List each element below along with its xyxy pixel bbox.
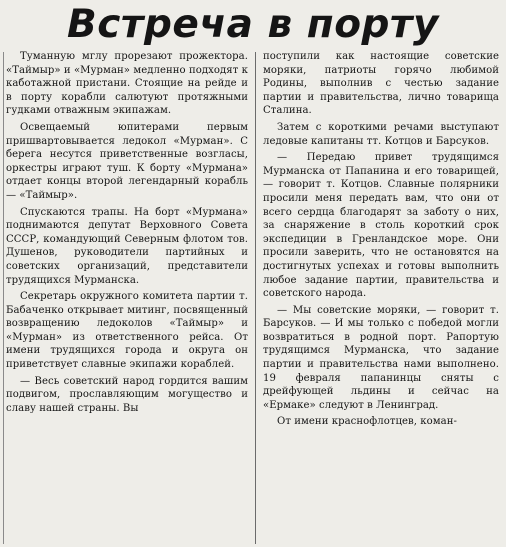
right-column — [263, 50, 499, 429]
paragraph: — Мы советские моряки, — говорит т. Барсуков. — И мы только с победой могли возвратиться в родной порт. Рапортую трудящимся Мурманска, что задание партии и правительства нами выполнено. 19 февраля папанинцы сняты с дрейфующей льдины и сейчас на «Ермаке» следуют в Ленинград. — [263, 304, 499, 411]
paragraph: Освещаемый юпитерами первым пришвартовывается ледокол «Мурман». С берега несутся приветственные возгласы, оркестры играют туш. К борту «Мурмана» отдает концы второй легендарный корабль — «Таймыр». — [6, 121, 248, 201]
paragraph: Секретарь окружного комитета партии т. Бабаченко открывает митинг, посвященный возвращению ледоколов «Таймыр» и «Мурман» из ответственного рейса. От имени трудящихся города и округа он приветствует славные экипажи кораблей. — [6, 291, 248, 371]
paragraph: — Передаю привет трудящимся Мурманска от Папанина и его товарищей, — говорит т. Котцов. Славные полярники просили меня передать вам, что они от всего сердца благодарят за заботу о них, за снаряжение в столь короткий срок экспедиции в Гренландское море. Они просили заверить, что не остановятся на достигнутых успехах и готовы выполнить любое задание партии, правительства и советского народа. — [263, 152, 499, 300]
paragraph: — Весь советский народ гордится вашим подвигом, прославляющим могущество и славу нашей страны. Вы — [6, 375, 248, 414]
paragraph: Затем с короткими речами выступают ледовые капитаны тт. Котцов и Барсуков. — [263, 121, 499, 147]
article-headline: Встреча в порту — [67, 2, 439, 47]
paragraph: Спускаются трапы. На борт «Мурмана» поднимаются депутат Верховного Совета СССР, командующий Северным флотом тов. Душенов, руководители партийных и советских организаций, представители трудящихся Мурманска. — [6, 206, 248, 286]
left-column — [6, 50, 248, 415]
paragraph: Туманную мглу прорезают прожектора. «Таймыр» и «Мурман» медленно подходят к каботажной пристани. Стоящие на рейде и в порту корабли салютуют протяжными гудками отважным экипажам. — [6, 51, 248, 117]
left-edge-rule — [3, 52, 4, 544]
paragraph: поступили как настоящие советские моряки, патриоты горячо любимой Родины, выполнив с честью задание партии и правительства, лично товарища Сталина. — [263, 51, 499, 117]
column-divider — [255, 52, 256, 544]
paragraph: От имени краснофлотцев, коман- — [277, 416, 457, 428]
